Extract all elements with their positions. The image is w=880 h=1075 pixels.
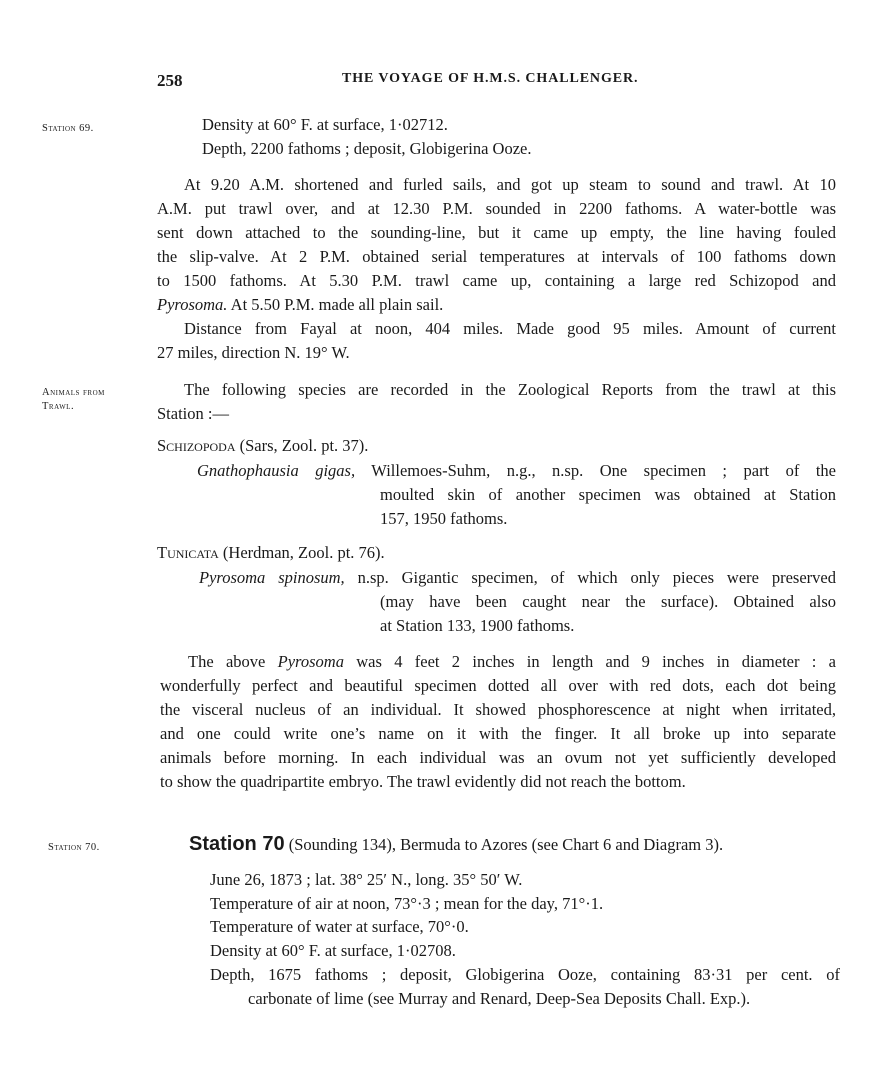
narrative-line: the slip-valve. At 2 P.M. obtained serial temperatures at intervals of 100 fathoms down: [157, 247, 836, 266]
station70-date: June 26, 1873 ; lat. 38° 25′ N., long. 35° 50′ W.: [210, 870, 523, 889]
margin-note-station-70: Station 70.: [48, 842, 100, 853]
station70-air-temp: Temperature of air at noon, 73°·3 ; mean for the day, 71°·1.: [210, 894, 604, 913]
station70-title: Station 70: [189, 833, 285, 855]
station70-subtitle: (Sounding 134), Bermuda to Azores (see Chart 6 and Diagram 3).: [284, 835, 724, 854]
remarks-line: wonderfully perfect and beautiful specimen dotted all over with red dots, each dot being: [160, 676, 836, 695]
animals-intro-line: Station :—: [157, 404, 229, 423]
narrative-last-line: [157, 293, 443, 317]
station70-depth-line: carbonate of lime (see Murray and Renard, Deep-Sea Deposits Chall. Exp.).: [248, 989, 751, 1008]
species-name: Pyrosoma spinosum,: [199, 568, 345, 587]
group-heading-schizopoda: [157, 434, 368, 458]
remarks-line: and one could write one’s name on it with the finger. It all broke up into separate: [160, 724, 836, 743]
group-name: Schizopoda: [157, 436, 236, 455]
species-entry: [197, 459, 836, 483]
distance-line: 27 miles, direction N. 19° W.: [157, 343, 350, 362]
station70-density: Density at 60° F. at surface, 1·02708.: [210, 941, 456, 960]
group-ref: (Herdman, Zool. pt. 76).: [218, 543, 385, 562]
remarks-text: was 4 feet 2 inches in length and 9 inches in diameter : a: [343, 652, 836, 671]
station70-depth-line: Depth, 1675 fathoms ; deposit, Globigerina Ooze, containing 83·31 per cent. of: [210, 965, 840, 984]
species-entry: [199, 566, 836, 590]
narrative-text: At 5.50 P.M. made all plain sail.: [227, 295, 444, 314]
species-desc-line: moulted skin of another specimen was obtained at Station: [380, 485, 836, 504]
species-desc-line: at Station 133, 1900 fathoms.: [380, 616, 575, 635]
station69-density: Density at 60° F. at surface, 1·02712.: [202, 115, 448, 134]
narrative-line: to 1500 fathoms. At 5.30 P.M. trawl came up, containing a large red Schizopod and: [157, 271, 836, 290]
italic-term: Pyrosoma: [277, 652, 344, 671]
species-desc-line: 157, 1950 fathoms.: [380, 509, 508, 528]
group-name: Tunicata: [157, 543, 219, 562]
distance-line: Distance from Fayal at noon, 404 miles. Made good 95 miles. Amount of current: [184, 319, 836, 338]
narrative-line: At 9.20 A.M. shortened and furled sails, and got up steam to sound and trawl. At 10: [184, 175, 836, 194]
station69-depth: Depth, 2200 fathoms ; deposit, Globigerina Ooze.: [202, 139, 532, 158]
running-title: THE VOYAGE OF H.M.S. CHALLENGER.: [342, 71, 639, 86]
margin-note-trawl: Trawl.: [42, 401, 75, 412]
margin-note-station-69: Station 69.: [42, 123, 94, 134]
italic-term: Pyrosoma.: [157, 295, 228, 314]
group-heading-tunicata: [157, 541, 385, 565]
remarks-line: to show the quadripartite embryo. The trawl evidently did not reach the bottom.: [160, 772, 686, 791]
animals-intro-line: The following species are recorded in the Zoological Reports from the trawl at this: [184, 380, 836, 399]
species-name: Gnathophausia gigas,: [197, 461, 356, 480]
station70-heading: [189, 832, 723, 857]
remarks-line: animals before morning. In each individual was an ovum not yet sufficiently developed: [160, 748, 836, 767]
page-number: 258: [157, 71, 183, 90]
margin-note-animals-from: Animals from: [42, 387, 105, 398]
group-ref: (Sars, Zool. pt. 37).: [235, 436, 369, 455]
narrative-line: sent down attached to the sounding-line, but it came up empty, the line having fouled: [157, 223, 836, 242]
species-desc-line: (may have been caught near the surface). Obtained also: [380, 592, 836, 611]
remarks-text: The above: [188, 652, 278, 671]
species-desc: n.sp. Gigantic specimen, of which only pieces were preserved: [344, 568, 836, 587]
species-desc: Willemoes-Suhm, n.g., n.sp. One specimen ; part of the: [355, 461, 836, 480]
remarks-line: the visceral nucleus of an individual. It showed phosphorescence at night when irritated,: [160, 700, 836, 719]
remarks-first-line: [188, 650, 836, 674]
narrative-line: A.M. put trawl over, and at 12.30 P.M. sounded in 2200 fathoms. A water-bottle was: [157, 199, 836, 218]
station70-water-temp: Temperature of water at surface, 70°·0.: [210, 917, 469, 936]
